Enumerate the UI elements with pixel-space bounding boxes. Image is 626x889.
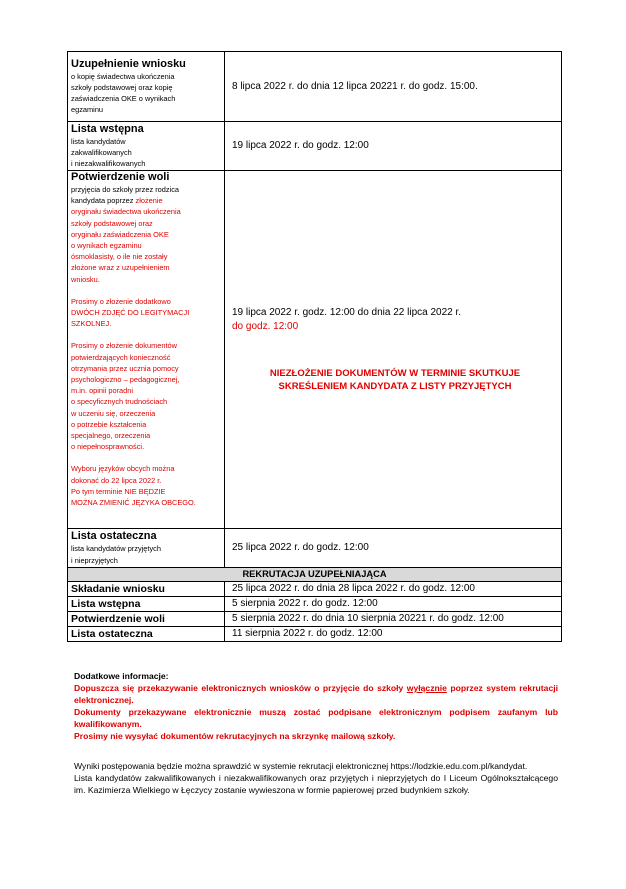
- potw-p2-line-3: SZKOLNEJ.: [71, 319, 112, 329]
- info-heading: Dodatkowe informacje:: [74, 671, 169, 681]
- potw-p2-line-2: DWÓCH ZDJĘĆ DO LEGITYMACJI: [71, 308, 190, 318]
- ostateczna-date: 25 lipca 2022 r. do godz. 12:00: [225, 529, 562, 568]
- ostateczna-2-label: Lista ostateczna: [68, 627, 225, 642]
- uzupelnienie-date: 8 lipca 2022 r. do dnia 12 lipca 20221 r. do godz. 15:00.: [225, 52, 562, 122]
- potw-p1-red-4: o wynikach egzaminu: [71, 241, 142, 251]
- row-potwierdzenie-2: [68, 612, 562, 627]
- wstepna-title: Lista wstępna: [71, 122, 144, 135]
- ostateczna-sub-2: i nieprzyjętych: [71, 555, 118, 565]
- potw-p4-line-1: Wyboru języków obcych można: [71, 464, 175, 474]
- ostateczna-2-date: 11 sierpnia 2022 r. do godz. 12:00: [225, 627, 562, 642]
- potwierdzenie-notice: NIEZŁOŻENIE DOKUMENTÓW W TERMINIE SKUTKUJE SKREŚLENIEM KANDYDATA Z LISTY PRZYJĘTYCH: [269, 368, 521, 392]
- potw-p3-line-7: w uczeniu się, orzeczenia: [71, 408, 156, 418]
- potw-p1-line-2: [71, 195, 221, 206]
- potw-p3-line-3: otrzymania przez ucznia pomocy: [71, 363, 179, 373]
- row-wstepna-2: [68, 597, 562, 612]
- row-lista-wstepna: [68, 122, 562, 171]
- potw-p1-red-3: oryginału zaświadczenia OKE: [71, 229, 169, 239]
- schedule-table: [67, 51, 562, 642]
- potw-p1-red-6: złożone wraz z uzupełnieniem: [71, 263, 170, 273]
- ostateczna-label-cell: [68, 529, 225, 568]
- potw-p1-red-5: ósmoklasisty, o ile nie zostały: [71, 252, 168, 262]
- potw-p3-line-10: o niepełnosprawności.: [71, 442, 145, 452]
- potwierdzenie-title: Potwierdzenie woli: [71, 171, 170, 183]
- potw-p3-line-8: o potrzebie kształcenia: [71, 419, 147, 429]
- potw-p3-line-6: o specyficznych trudnościach: [71, 397, 168, 407]
- info-line-2: Dokumenty przekazywane elektronicznie muszą zostać podpisane elektronicznym podpisem zaufanym lub kwalifikowanym.: [74, 707, 558, 729]
- potw-p1-red-inline: złożenie: [135, 196, 163, 206]
- uzupelnienie-sub-4: egzaminu: [71, 105, 104, 115]
- ostateczna-title: Lista ostateczna: [71, 530, 157, 543]
- skladanie-label: Składanie wniosku: [68, 582, 225, 597]
- potw-p1-black-end: kandydata poprzez: [71, 196, 136, 206]
- wstepna-2-label: Lista wstępna: [68, 597, 225, 612]
- potwierdzenie-2-label: Potwierdzenie woli: [68, 612, 225, 627]
- potw-p3-line-4: psychologiczno – pedagogicznej,: [71, 375, 180, 385]
- info-line-1-end: poprzez system rekrutacji elektronicznej.: [74, 683, 558, 705]
- potw-p4-line-3: Po tym terminie NIE BĘDZIE: [71, 486, 166, 496]
- potw-p1-red-1: oryginału świadectwa ukończenia: [71, 207, 181, 217]
- additional-info: [74, 670, 558, 742]
- potwierdzenie-date-line-2: do godz. 12:00: [232, 321, 299, 332]
- row-uzupelnienie: [68, 52, 562, 122]
- potw-p3-line-2: potwierdzających konieczność: [71, 352, 171, 362]
- uzupelnienie-sub-2: szkoły podstawowej oraz kopię: [71, 82, 173, 92]
- info-line-1: [74, 682, 558, 706]
- info-line-1-start: Dopuszcza się przekazywanie elektronicznych wniosków o przyjęcie do szkoły: [74, 683, 407, 693]
- info-line-3: Prosimy nie wysyłać dokumentów rekrutacyjnych na skrzynkę mailową szkoły.: [74, 731, 396, 741]
- row-skladanie: [68, 582, 562, 597]
- spacer: [71, 329, 221, 340]
- row-potwierdzenie: [68, 171, 562, 529]
- info-line-1-underlined: wyłącznie: [406, 683, 447, 693]
- ostateczna-sub-1: lista kandydatów przyjętych: [71, 544, 161, 554]
- results-line-1: Wyniki postępowania będzie można sprawdzić w systemie rekrutacji elektronicznej https://lodzkie.edu.com.pl/kandydat.: [74, 761, 528, 771]
- row-ostateczna-2: [68, 627, 562, 642]
- potwierdzenie-date-cell: [225, 171, 562, 529]
- potw-p3-line-1: Prosimy o złożenie dokumentów: [71, 341, 177, 351]
- wstepna-date: 19 lipca 2022 r. do godz. 12:00: [225, 122, 562, 171]
- wstepna-sub-2: zakwalifikowanych: [71, 147, 132, 157]
- results-line-2: Lista kandydatów zakwalifikowanych i niezakwalifikowanych oraz przyjętych i nieprzyjętych do I Liceum Ogólnokształcącego im. Kazimierza Wielkiego w Łęczycy zostanie wywieszona w formie papierowej przed budynkiem szkoły.: [74, 773, 558, 795]
- row-section-header: [68, 568, 562, 582]
- potw-p1-red-7: wniosku.: [71, 274, 100, 284]
- potw-p3-line-5: m.in. opinii poradni: [71, 386, 134, 396]
- potwierdzenie-2-date: 5 sierpnia 2022 r. do dnia 10 sierpnia 20221 r. do godz. 12:00: [225, 612, 562, 627]
- potw-p2-line-1: Prosimy o złożenie dodatkowo: [71, 296, 171, 306]
- wstepna-sub-3: i niezakwalifikowanych: [71, 159, 146, 169]
- uzupelnienie-sub-1: o kopię świadectwa ukończenia: [71, 71, 175, 81]
- potwierdzenie-label-cell: [68, 171, 225, 529]
- row-lista-ostateczna: [68, 529, 562, 568]
- spacer: [71, 452, 221, 463]
- potw-p1-red-2: szkoły podstawowej oraz: [71, 218, 153, 228]
- uzupelnienie-sub-3: zaświadczenia OKE o wynikach: [71, 94, 176, 103]
- potwierdzenie-date-line-1: 19 lipca 2022 r. godz. 12:00 do dnia 22 lipca 2022 r.: [232, 307, 462, 318]
- uzupelnienie-title: Uzupełnienie wniosku: [71, 57, 186, 70]
- potw-p4-line-2: dokonać do 22 lipca 2022 r.: [71, 475, 162, 485]
- potw-p1-line-1: przyjęcia do szkoły przez rodzica: [71, 185, 180, 194]
- uzupelnienie-label-cell: [68, 52, 225, 122]
- potw-p4-line-4: MOŻNA ZMIENIĆ JĘZYKA OBCEGO.: [71, 498, 196, 508]
- wstepna-sub-1: lista kandydatów: [71, 136, 126, 146]
- results-info: [74, 760, 558, 796]
- potw-p3-line-9: specjalnego, orzeczenia: [71, 431, 151, 441]
- wstepna-label-cell: [68, 122, 225, 171]
- section-title: REKRUTACJA UZUPEŁNIAJĄCA: [68, 568, 562, 582]
- wstepna-2-date: 5 sierpnia 2022 r. do godz. 12:00: [225, 597, 562, 612]
- skladanie-date: 25 lipca 2022 r. do dnia 28 lipca 2022 r. do godz. 12:00: [225, 582, 562, 597]
- spacer: [71, 285, 221, 296]
